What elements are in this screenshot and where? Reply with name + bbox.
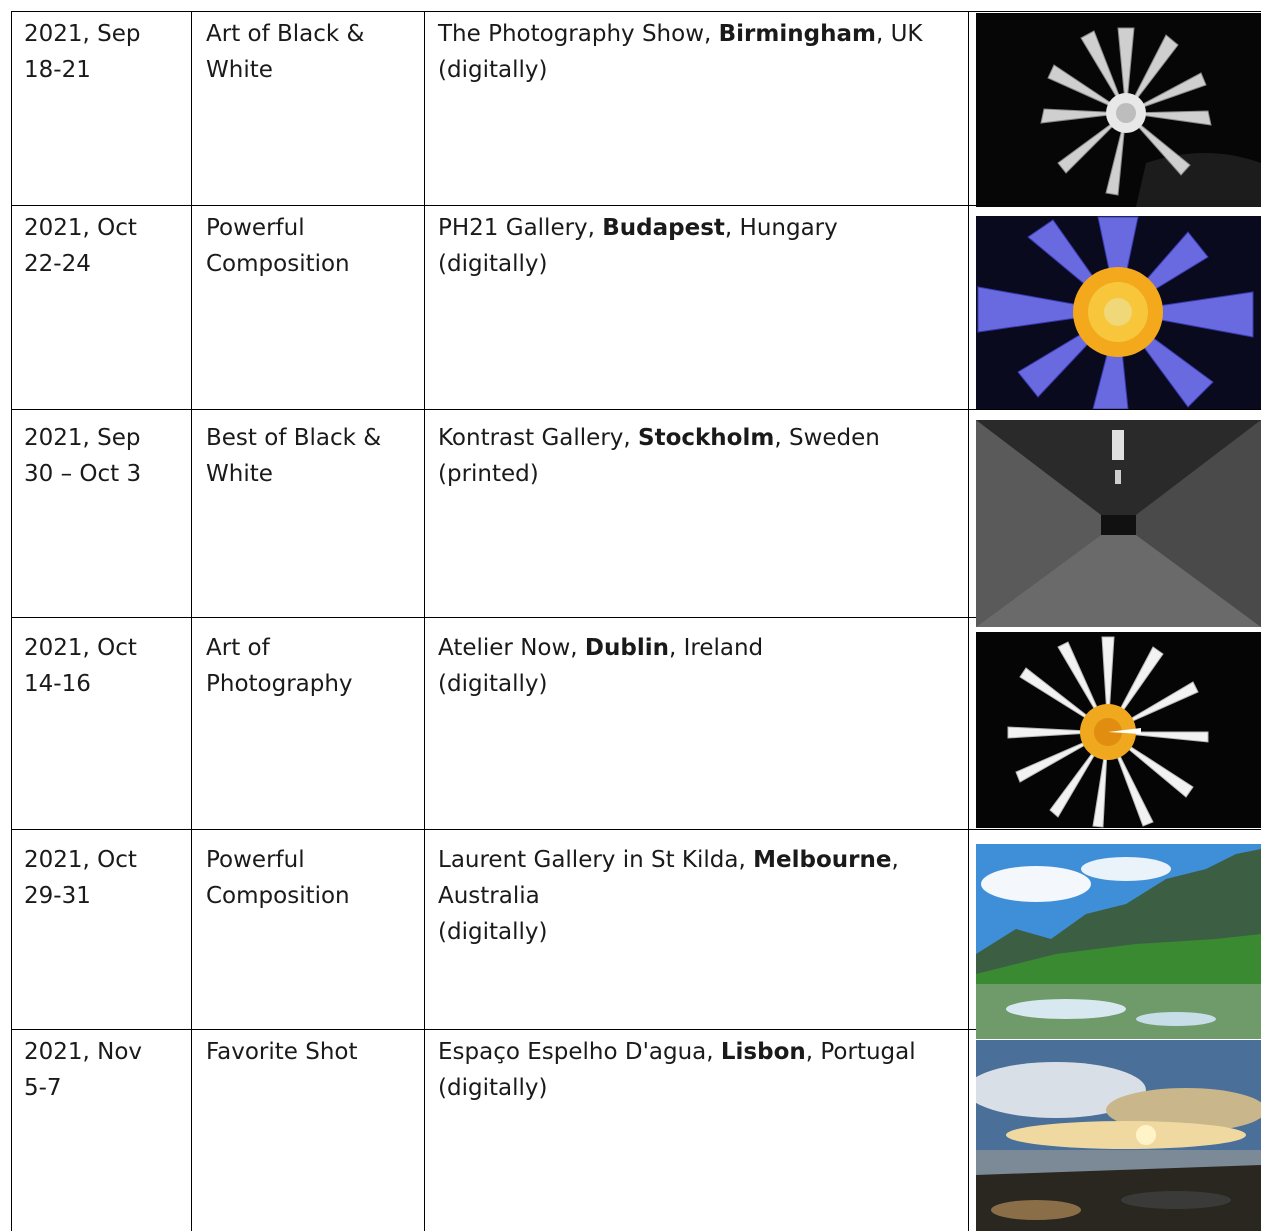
table-row [11,829,1261,1029]
venue-name: Atelier Now, [438,635,585,661]
venue-name: Laurent Gallery in St Kilda, [438,847,754,873]
exhibition-theme: Favorite Shot [206,1039,358,1065]
venue-city: Lisbon [720,1039,806,1065]
sunset-seashore-photo [976,1040,1261,1231]
venue-name: The Photography Show, [438,21,719,47]
venue-city: Melbourne [753,847,892,873]
venue-city: Stockholm [638,425,775,451]
venue-city: Budapest [602,215,725,241]
table-row [11,617,1261,829]
exhibition-venue [438,420,968,492]
exhibition-theme: Art of Photography [206,635,353,697]
exhibition-theme: Powerful Composition [206,215,350,277]
white-waterlily-monochrome-photo [976,13,1261,207]
exhibition-date: 2021, Oct 29-31 [24,847,137,909]
venue-city: Dublin [584,635,669,661]
exhibition-theme: Best of Black & White [206,425,382,487]
exhibition-date: 2021, Oct 22-24 [24,215,137,277]
venue-name: Espaço Espelho D'agua, [438,1039,721,1065]
mountain-lake-landscape-photo [976,844,1261,1039]
venue-details: , Portugal (digitally) [438,1039,916,1101]
venue-details: , Ireland (digitally) [438,635,764,697]
venue-name: PH21 Gallery, [438,215,603,241]
table-row [11,1029,1261,1231]
venue-details: , UK (digitally) [438,21,923,83]
venue-name: Kontrast Gallery, [438,425,639,451]
exhibition-date: 2021, Sep 18-21 [24,21,141,83]
exhibition-venue [438,630,968,702]
exhibitions-table [11,11,1261,1231]
exhibition-theme: Art of Black & White [206,21,365,83]
venue-details: , Sweden (printed) [438,425,880,487]
table-row [11,11,1261,205]
exhibition-venue [438,842,968,950]
tunnel-monochrome-photo [976,420,1261,627]
white-daisy-photo [976,632,1261,828]
exhibition-venue [438,1034,968,1106]
exhibition-date: 2021, Sep 30 – Oct 3 [24,425,142,487]
exhibition-date: 2021, Nov 5-7 [24,1039,143,1101]
exhibition-venue [438,16,968,88]
table-row [11,409,1261,617]
blue-waterlily-photo [976,216,1261,409]
table-row [11,205,1261,409]
venue-details: , Australia (digitally) [438,847,899,945]
exhibition-date: 2021, Oct 14-16 [24,635,137,697]
venue-details: , Hungary (digitally) [438,215,838,277]
exhibition-venue [438,210,968,282]
exhibition-theme: Powerful Composition [206,847,350,909]
venue-city: Birmingham [718,21,876,47]
